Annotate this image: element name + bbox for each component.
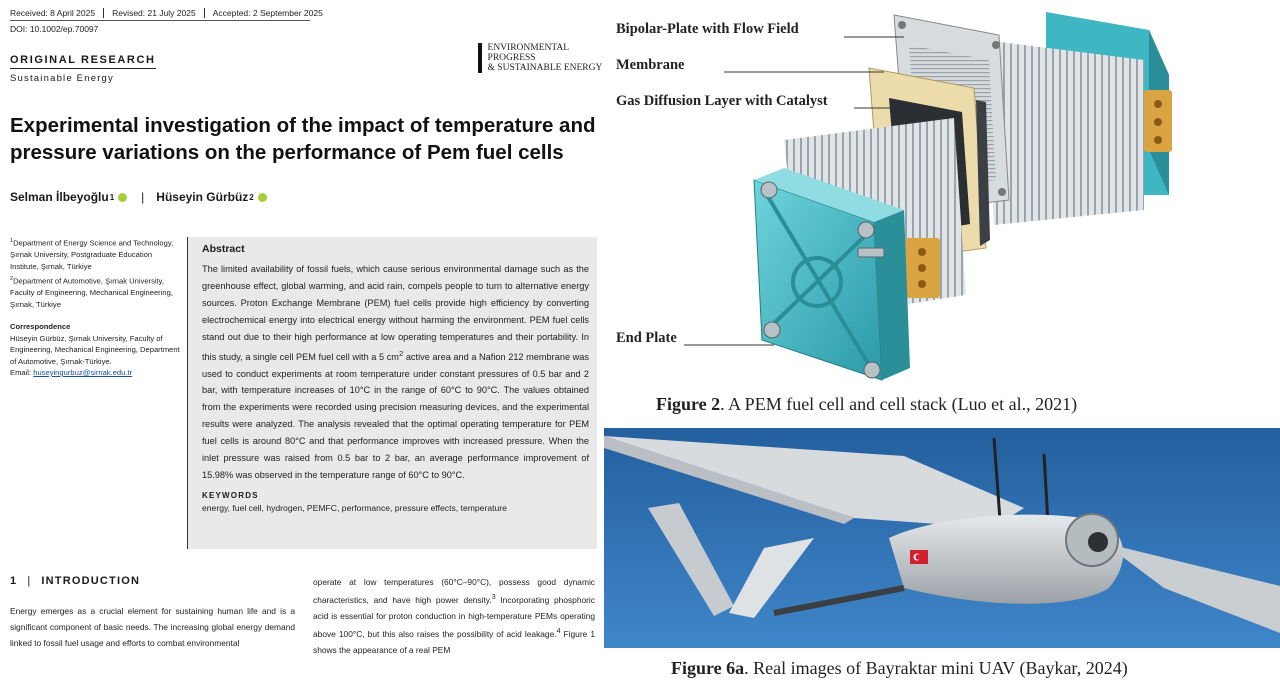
label-membrane: Membrane (616, 57, 685, 73)
abstract-text-part: The limited availability of fossil fuels, which cause serious environmental damage such as the greenhouse effect, global warming, and acid rain, compels people to turn to alternative energy sources. Proton Exchange Membrane (PEM) fuel cells provide high efficiency by converting electrochemical energy into electrical energy without harming the environment. PEM fuel cells stand out due to their high performance at low operating temperatures and their portability. In this study, a single cell PEM fuel cell with a 5 cm (202, 264, 589, 362)
keywords-list: energy, fuel cell, hydrogen, PEMFC, performance, pressure effects, temperature (202, 502, 507, 513)
body-text-part: Figure 1 shows the appearance of a real PEM (313, 628, 595, 655)
caption-label: Figure 6a (671, 658, 745, 678)
journal-name-line1: ENVIRONMENTAL PROGRESS (487, 43, 569, 63)
label-gas-diffusion-layer: Gas Diffusion Layer with Catalyst (616, 93, 828, 109)
fuel-cell-exploded-diagram (604, 0, 1280, 425)
journal-name-line2: & SUSTAINABLE ENERGY (487, 63, 603, 73)
affiliation-text: Department of Automotive, Şırnak University, Faculty of Engineering, Mechanical Engineering, Şırnak, Türkiye (10, 276, 173, 309)
label-end-plate: End Plate (616, 330, 677, 346)
paper-page (0, 0, 604, 682)
correspondence-heading: Correspondence (10, 322, 71, 331)
abstract-box (187, 237, 597, 549)
abstract-superscript: 2 (398, 348, 404, 358)
section-number: 1 (10, 575, 18, 587)
correspondence-text: Hüseyin Gürbüz, Şırnak University, Faculty of Engineering, Mechanical Engineering, Department of Automotive, Şırnak-Türkiye. (10, 333, 180, 366)
article-type: ORIGINAL RESEARCH (10, 54, 156, 69)
author-affiliation-marker: 2 (249, 192, 254, 202)
header-rule (10, 20, 310, 21)
email-label: Email: (10, 368, 32, 377)
accepted-date: Accepted: 2 September 2025 (212, 8, 323, 18)
journal-logo-bar (478, 43, 482, 73)
article-subsection: Sustainable Energy (10, 73, 114, 84)
figure-6a-caption (671, 658, 1128, 679)
affiliation-text: Department of Energy Science and Technology, Şırnak University, Postgraduate Education Institute, Şırnak, Türkiye (10, 238, 174, 271)
affiliation-1 (10, 236, 180, 272)
citation-marker[interactable]: 3 (491, 594, 496, 601)
body-column-left: Energy emerges as a crucial element for sustaining human life and is a significant component of basic needs. The increasing global energy demand linked to fossil fuel usage and efforts to combat environmental (10, 606, 295, 648)
author-name[interactable]: Hüseyin Gürbüz (156, 190, 249, 204)
paper-title: Experimental investigation of the impact of temperature and pressure variations on the performance of Pem fuel cells (10, 114, 596, 164)
body-text-part: Incorporating phosphoric acid is essential for proton conduction in high-temperature PEMs operating above 100°C, but this also raises the possibility of acid leakage. (313, 594, 595, 639)
received-date: Received: 8 April 2025 (10, 8, 104, 18)
revised-date: Revised: 21 July 2025 (112, 8, 205, 18)
abstract-text (202, 261, 589, 484)
citation-marker[interactable]: 4 (556, 627, 561, 635)
abstract-text-part: active area and a Nafion 212 membrane was used to conduct experiments at room temperature under constant pressures of 0.5 bar and 2 bar, with temperature increases of 10°C in the range of 60°C to 90°C. The values obtained from the experiments were recorded using precision measuring devices, and the experimental results were analyzed. The analysis revealed that the optimal operating temperature for PEM fuel cells is around 80°C and that performance improves with increased pressure. When the inlet pressure was raised from 0.5 bar to 2 bar, an average performance improvement of 15.98% was observed in the temperature range of 60°C to 90°C. (202, 351, 589, 480)
figure-6a-uav (604, 428, 1280, 682)
author-list (10, 190, 267, 204)
uav-illustration (604, 428, 1280, 648)
doi: DOI: 10.1002/ep.70097 (10, 24, 99, 34)
figure-2-caption (656, 394, 1077, 415)
uav-photo (604, 428, 1280, 648)
correspondence-block (10, 321, 180, 379)
affiliation-marker: 2 (10, 276, 14, 282)
figure-2-fuel-cell (604, 0, 1280, 425)
orcid-icon[interactable] (258, 193, 267, 202)
section-separator: | (27, 575, 32, 587)
introduction-heading (10, 575, 140, 587)
section-title: INTRODUCTION (41, 575, 141, 587)
email-link[interactable]: huseyingurbuz@sirnak.edu.tr (33, 368, 133, 377)
label-bipolar-plate: Bipolar-Plate with Flow Field (616, 21, 799, 37)
affiliation-marker: 1 (10, 238, 14, 244)
author-name[interactable]: Selman İlbeyoğlu (10, 190, 109, 204)
affiliation-2 (10, 274, 180, 310)
author-separator: | (141, 190, 145, 204)
caption-text: . Real images of Bayraktar mini UAV (Baykar, 2024) (744, 658, 1128, 678)
author-affiliation-marker: 1 (109, 192, 115, 202)
abstract-heading: Abstract (202, 243, 245, 255)
orcid-icon[interactable] (118, 193, 127, 202)
body-text-part: operate at low temperatures (60°C–90°C), possess good dynamic characteristics, and have high power density. (313, 577, 595, 605)
caption-label: Figure 2 (656, 394, 721, 414)
keywords-heading: KEYWORDS (202, 490, 259, 500)
caption-text: . A PEM fuel cell and cell stack (Luo et al., 2021) (720, 394, 1078, 414)
journal-logo (478, 43, 604, 73)
body-column-right (313, 574, 595, 658)
article-dates (10, 8, 339, 18)
